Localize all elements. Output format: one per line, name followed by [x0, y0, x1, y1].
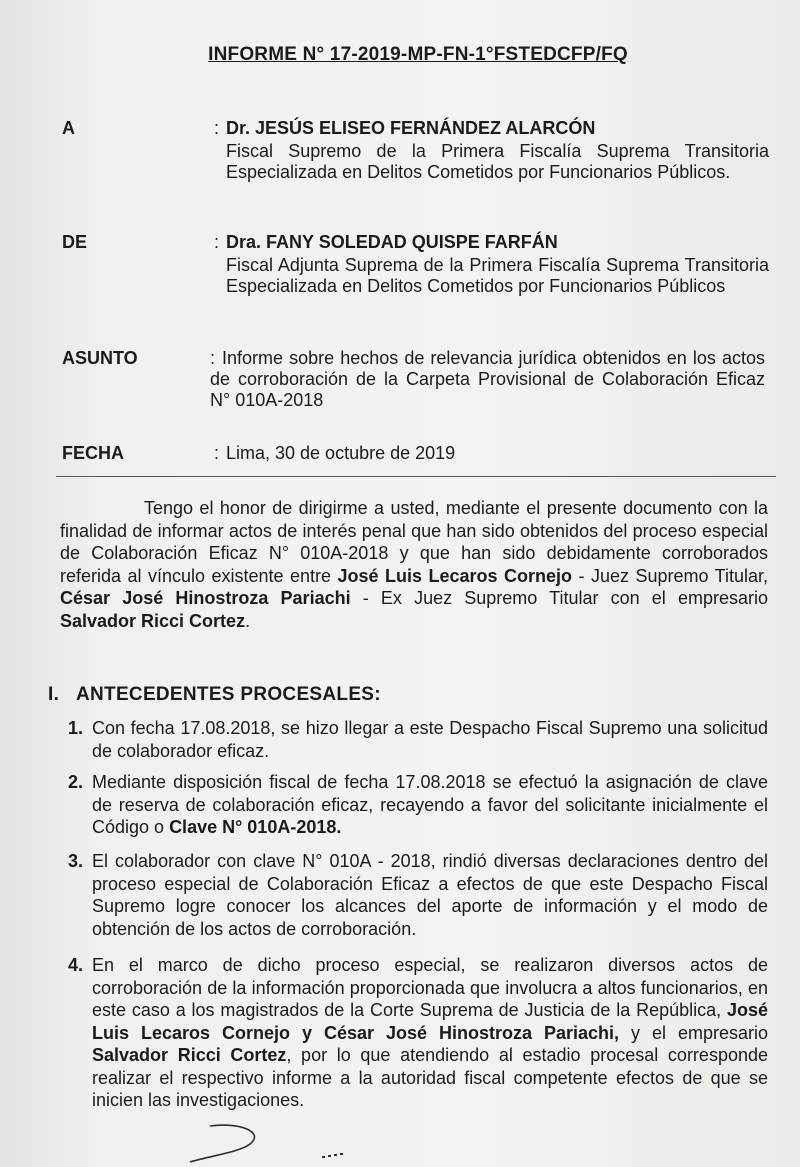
- date-text: [214, 443, 769, 464]
- intro-name-hinostroza: César José Hinostroza Pariachi: [60, 588, 351, 608]
- section-title: ANTECEDENTES PROCESALES:: [76, 684, 381, 705]
- subject-value: Informe sobre hechos de relevancia jurídica obtenidos en los actos de corroboración de la Carpeta Provisional de Colaboración Eficaz N° 010A-2018: [210, 348, 765, 410]
- date-value: Lima, 30 de octubre de 2019: [226, 443, 456, 463]
- list-item: [68, 717, 768, 762]
- intro-paragraph: [60, 497, 768, 632]
- header-value-de: [214, 232, 769, 297]
- header-label-asunto: ASUNTO: [62, 348, 138, 368]
- item-names-judges: José Luis Lecaros Cornejo y César José Hinostroza Pariachi,: [92, 1000, 768, 1043]
- signature-scribble: [90, 1118, 350, 1166]
- header-label-de: DE: [62, 232, 88, 252]
- header-colon: :: [214, 118, 220, 138]
- intro-text: .: [245, 610, 251, 631]
- header-value-a: [214, 118, 769, 183]
- document-title: INFORME N° 17-2019-MP-FN-1°FSTEDCFP/FQ: [208, 44, 628, 65]
- item-number: 1.: [68, 718, 84, 738]
- intro-text: Tengo el honor de dirigirme a usted, mediante el presente documento con la finalidad de informar actos de interés penal que han sido obtenidos del proceso especial de Colaboración Eficaz N° 010A-2018 y que han sido debidamente corroborados referida al vínculo existente entre: [60, 498, 768, 586]
- header-label-fecha: FECHA: [62, 443, 124, 463]
- intro-name-ricci: Salvador Ricci Cortez: [60, 610, 246, 631]
- item-name-businessman: Salvador Ricci Cortez: [92, 1045, 287, 1065]
- item-number: 4.: [68, 955, 84, 975]
- item-text-part: En el marco de dicho proceso especial, se realizaron diversos actos de corroboración de la información proporcionada que involucra a altos funcionarios, en este caso a los magistrados de la Corte Suprema de Justicia de la República,: [92, 955, 768, 1020]
- sender-title: Fiscal Adjunta Suprema de la Primera Fiscalía Suprema Transitoria Especializada en Delitos Cometidos por Funcionarios Públicos: [226, 255, 769, 296]
- item-text-part: , por lo que atendiendo al estadio procesal corresponde realizar el respectivo informe a la autoridad fiscal competente efectos de que se inicien las investigaciones.: [92, 1045, 768, 1110]
- section-heading: [48, 684, 381, 706]
- header-label-a: A: [62, 118, 75, 138]
- list-item: [68, 954, 768, 1112]
- intro-name-lecaros: José Luis Lecaros Cornejo: [337, 565, 573, 586]
- item-number: 3.: [68, 851, 84, 871]
- item-text: Con fecha 17.08.2018, se hizo llegar a este Despacho Fiscal Supremo una solicitud de colaborador eficaz.: [92, 718, 768, 761]
- sender-name: Dra. FANY SOLEDAD QUISPE FARFÁN: [226, 232, 558, 252]
- item-text: [92, 771, 768, 839]
- header-divider: [56, 476, 776, 477]
- header-colon: :: [210, 348, 216, 368]
- item-text: [92, 954, 768, 1112]
- intro-text: - Ex Juez Supremo Titular con el empresario: [350, 588, 768, 608]
- item-number: 2.: [68, 772, 84, 792]
- list-item: [68, 771, 768, 839]
- item-text-part: Mediante disposición fiscal de fecha 17.08.2018 se efectuó la asignación de clave de reserva de colaboración eficaz, recayendo a favor del solicitante inicialmente el Código o: [92, 772, 768, 837]
- header-colon: :: [214, 232, 220, 252]
- item-text-part: y el empresario: [619, 1022, 768, 1043]
- recipient-name: Dr. JESÚS ELISEO FERNÁNDEZ ALARCÓN: [226, 118, 596, 138]
- section-number: I.: [48, 684, 60, 705]
- intro-text: - Juez Supremo Titular,: [572, 565, 768, 586]
- item-key-code: Clave N° 010A-2018.: [169, 817, 342, 837]
- header-colon: :: [214, 443, 220, 463]
- list-item: [68, 850, 768, 940]
- recipient-title: Fiscal Supremo de la Primera Fiscalía Suprema Transitoria Especializada en Delitos Cometidos por Funcionarios Públicos.: [226, 141, 769, 182]
- subject-text: [210, 348, 765, 411]
- item-text: El colaborador con clave N° 010A - 2018, rindió diversas declaraciones dentro del proceso especial de Colaboración Eficaz a efectos de que este Despacho Fiscal Supremo logre conocer los alcances del aporte de información y el modo de obtención de los actos de corroboración.: [92, 851, 768, 939]
